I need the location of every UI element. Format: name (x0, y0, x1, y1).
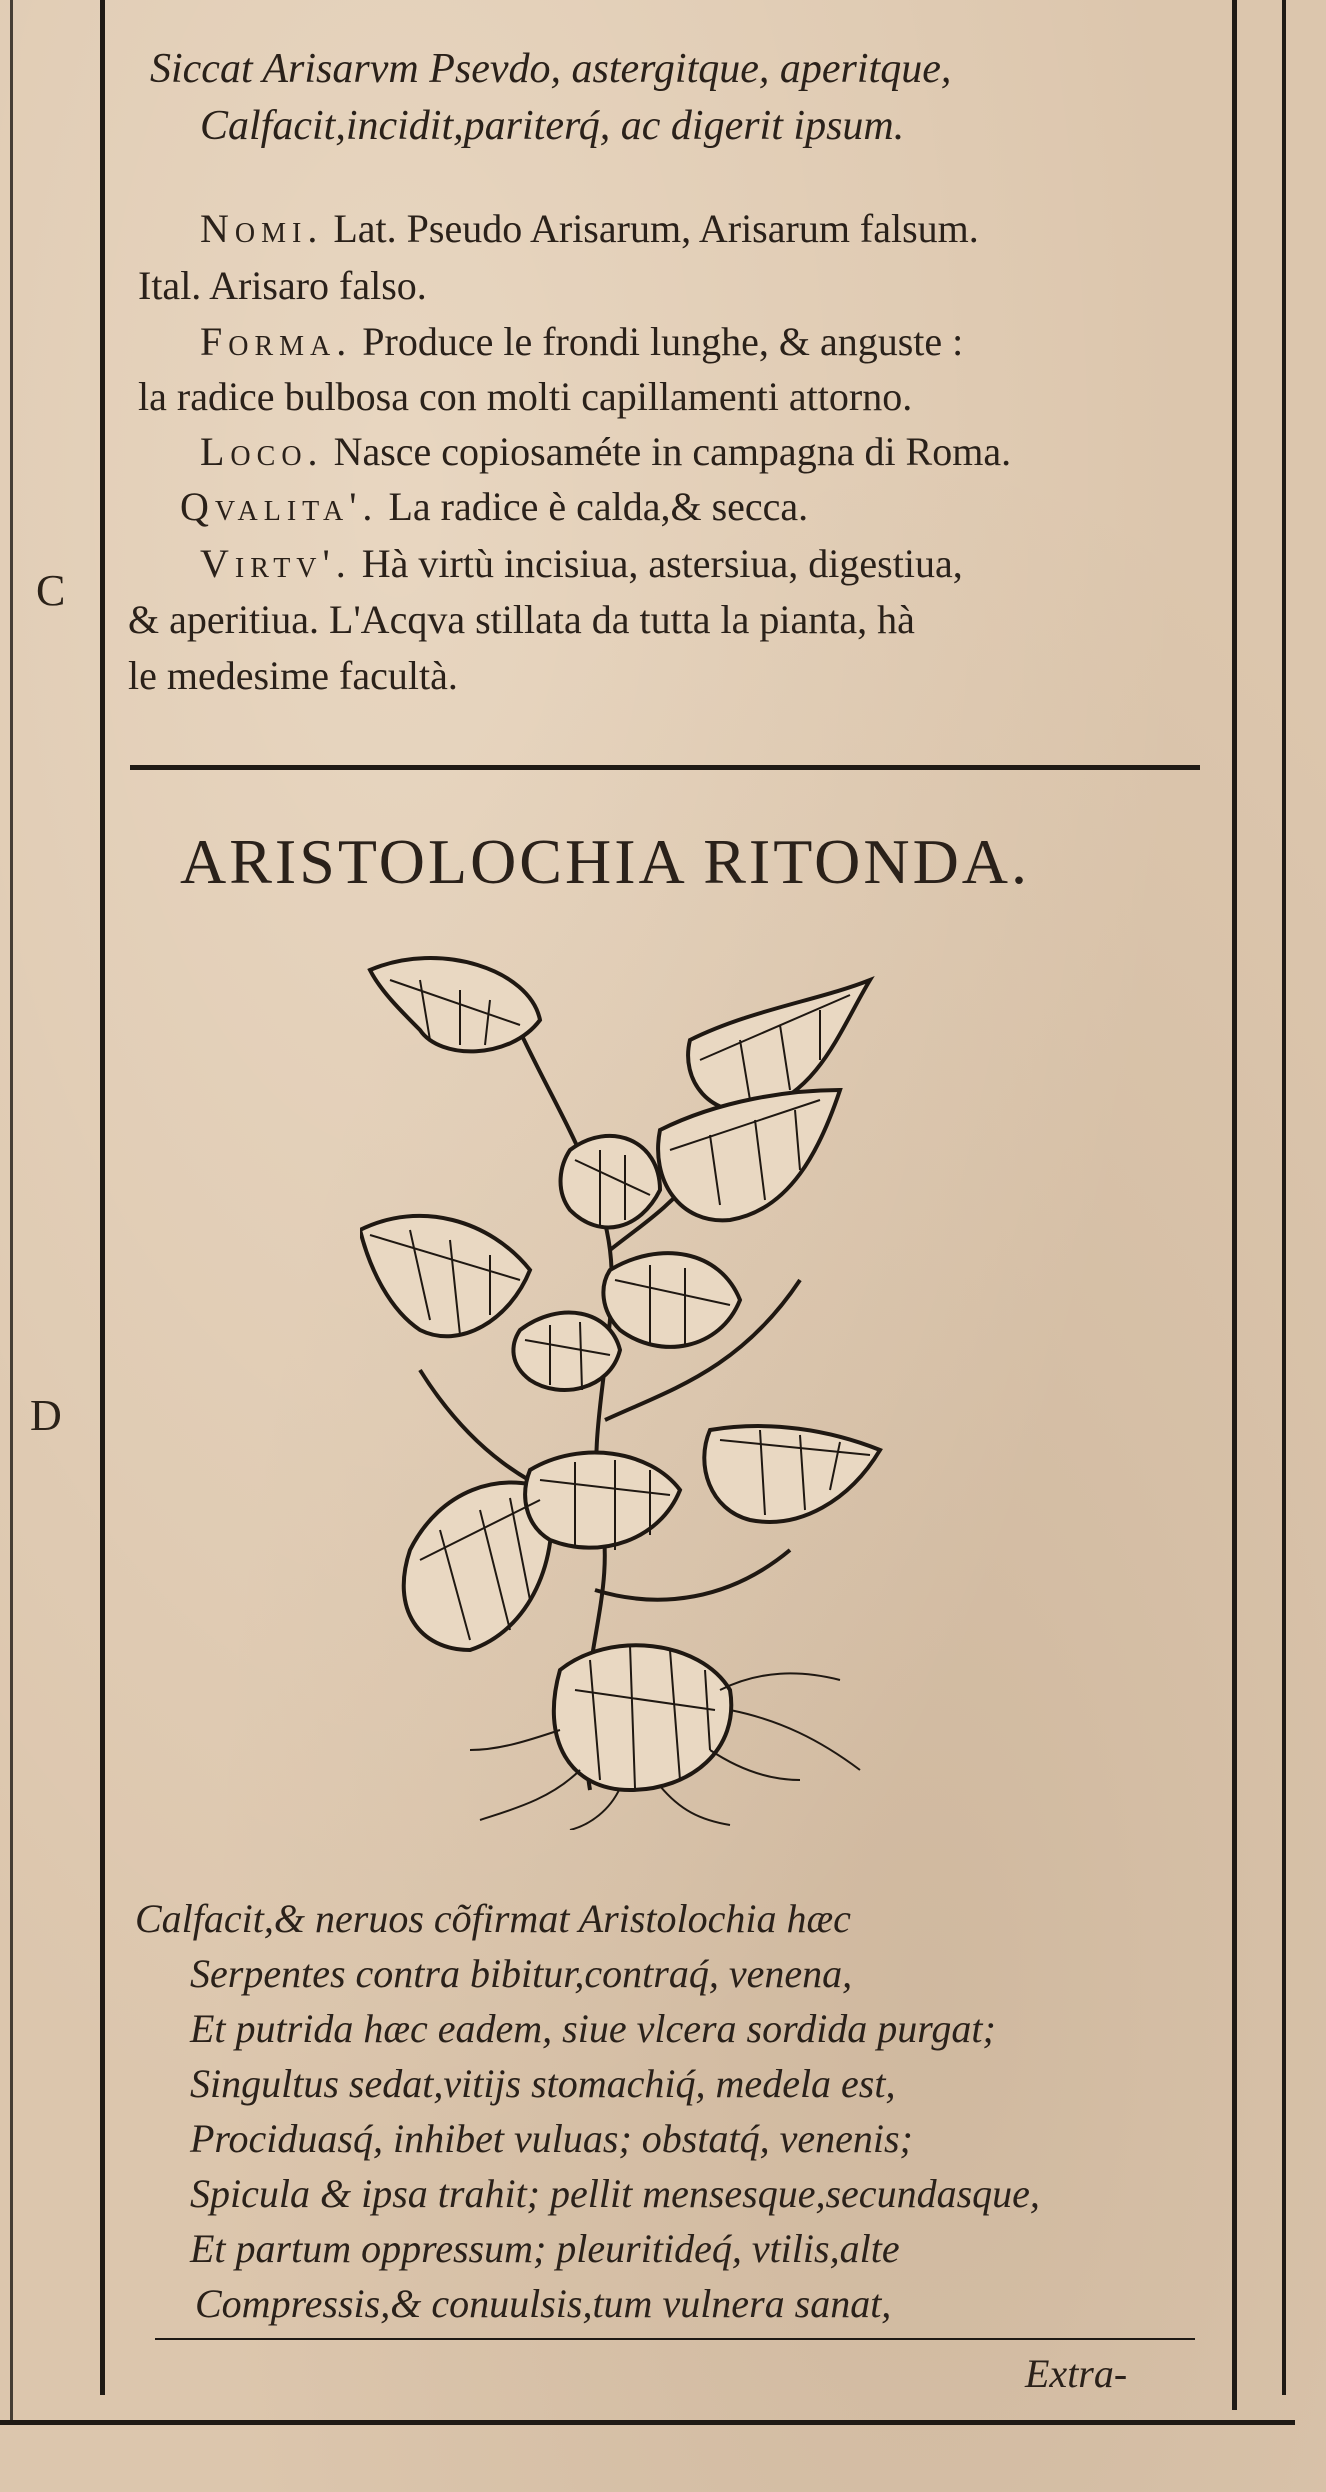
verse-end-rule (155, 2338, 1195, 2340)
virtu-text-line-3: le medesime facultà. (128, 653, 458, 698)
bottom-verse-line-3: Et putrida hæc eadem, siue vlcera sordida purgat; (190, 2006, 996, 2051)
outer-left-rule (10, 0, 13, 2420)
leaf-center-3 (513, 1313, 620, 1390)
nomi-text: Lat. Pseudo Arisarum, Arisarum falsum. (333, 206, 979, 251)
section-divider (130, 765, 1200, 770)
left-frame-rule (100, 0, 105, 2395)
loco-entry (200, 428, 1011, 475)
virtu-entry (200, 540, 963, 587)
forma-label: Forma. (200, 319, 353, 364)
leaf-center-1 (561, 1136, 660, 1228)
qualita-label: Qvalita'. (180, 484, 379, 529)
bottom-verse-line-2: Serpentes contra bibitur,contraq́, venena, (190, 1951, 853, 1996)
loco-label: Loco. (200, 429, 324, 474)
bottom-frame-rule (0, 2420, 1295, 2425)
forma-entry (200, 318, 963, 365)
catchword: Extra- (1025, 2351, 1128, 2396)
leaf-top-right (688, 980, 870, 1112)
leaf-center-2 (603, 1253, 740, 1347)
bottom-verse-line-6: Spicula & ipsa trahit; pellit mensesque,secundasque, (190, 2171, 1040, 2216)
bottom-verse-line-7: Et partum oppressum; pleuritideq́, vtilis,alte (190, 2226, 900, 2271)
plant-heading: ARISTOLOCHIA RITONDA. (180, 826, 1030, 897)
virtu-label: Virtv'. (200, 541, 352, 586)
aristolochia-plant-woodcut-icon (360, 950, 930, 1830)
bottom-verse-line-8: Compressis,& conuulsis,tum vulnera sanat, (195, 2281, 892, 2326)
margin-letter-c: C (36, 566, 66, 615)
top-verse-line-1: Siccat Arisarvm Psevdo, astergitque, aperitque, (150, 46, 952, 92)
top-verse-line-2: Calfacit,incidit,pariterq́, ac digerit ipsum. (200, 103, 905, 149)
margin-letter-d: D (30, 1391, 62, 1440)
nomi-label: Nomi. (200, 206, 324, 251)
forma-text-line-2: la radice bulbosa con molti capillamenti attorno. (138, 374, 913, 419)
leaf-top-left (370, 958, 540, 1051)
bottom-verse-line-1: Calfacit,& neruos cõfirmat Aristolochia hæc (135, 1896, 851, 1941)
loco-text: Nasce copiosaméte in campagna di Roma. (333, 429, 1012, 474)
virtu-text: Hà virtù incisiua, astersiua, digestiua, (361, 541, 963, 586)
leaf-center-lower (525, 1453, 680, 1548)
right-frame-rule (1232, 0, 1237, 2410)
forma-text: Produce le frondi lunghe, & anguste : (362, 319, 964, 364)
leaf-mid-right (658, 1090, 840, 1220)
qualita-entry (180, 483, 808, 530)
root-tuber (554, 1645, 731, 1790)
outer-right-rule (1282, 0, 1286, 2395)
bottom-verse-line-5: Prociduasq́, inhibet vuluas; obstatq́, venenis; (190, 2116, 913, 2161)
bottom-verse-line-4: Singultus sedat,vitijs stomachiq́, medela est, (190, 2061, 896, 2106)
qualita-text: La radice è calda,& secca. (388, 484, 809, 529)
nomi-text-line-2: Ital. Arisaro falso. (138, 263, 427, 308)
nomi-entry (200, 205, 979, 252)
virtu-text-line-2: & aperitiua. L'Acqva stillata da tutta la pianta, hà (128, 597, 915, 642)
